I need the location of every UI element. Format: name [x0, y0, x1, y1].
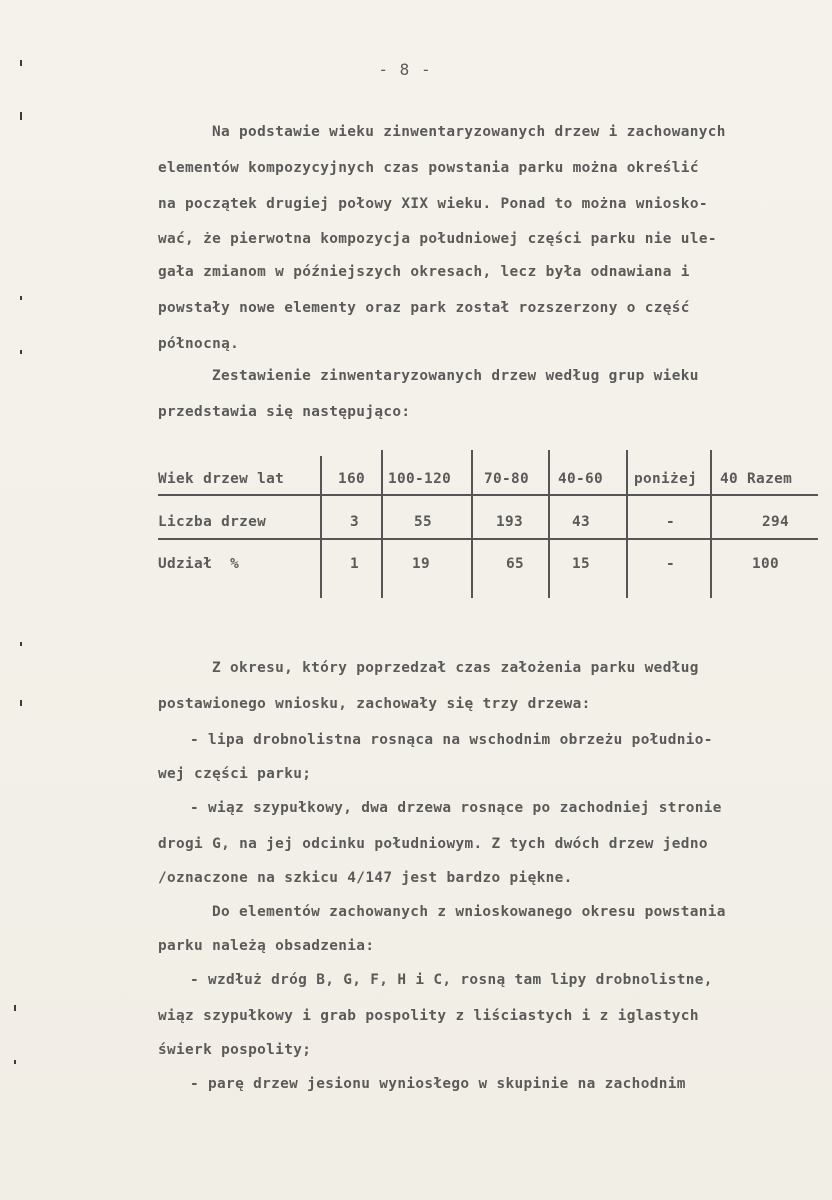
table-rule [710, 450, 712, 598]
margin-mark [20, 350, 22, 354]
table-cell: Udział % [158, 556, 240, 572]
table-header-cell: 100-120 [388, 471, 452, 487]
margin-mark [20, 642, 22, 646]
table-rule [471, 450, 473, 598]
table-cell: 193 [496, 514, 524, 530]
table-header-cell: 160 [338, 471, 366, 487]
table-cell: 65 [506, 556, 525, 572]
text-line: Do elementów zachowanych z wnioskowanego okresu powstania [212, 904, 726, 920]
table-header-cell: Wiek drzew lat [158, 471, 285, 487]
text-line: północną. [158, 336, 240, 352]
margin-mark [20, 112, 22, 120]
table-rule [158, 538, 818, 540]
age-groups-table [158, 450, 818, 600]
margin-mark [14, 1060, 16, 1064]
table-cell: 43 [572, 514, 591, 530]
text-line: wiąz szypułkowy i grab pospolity z liściastych i z iglastych [158, 1008, 699, 1024]
text-line: Zestawienie zinwentaryzowanych drzew według grup wieku [212, 368, 699, 384]
table-header-cell: poniżej [634, 471, 698, 487]
text-line: parku należą obsadzenia: [158, 938, 375, 954]
table-cell: 294 [762, 514, 790, 530]
text-line: - wiąz szypułkowy, dwa drzewa rosnące po zachodniej stronie [190, 800, 722, 816]
table-rule [320, 456, 322, 598]
table-cell: - [666, 514, 676, 530]
table-cell: 1 [350, 556, 360, 572]
table-rule [381, 450, 383, 598]
table-header-cell: 40 Razem [720, 471, 793, 487]
text-line: na początek drugiej połowy XIX wieku. Ponad to można wniosko- [158, 196, 708, 212]
margin-mark [20, 60, 22, 66]
margin-mark [20, 700, 22, 706]
text-line: wej części parku; [158, 766, 312, 782]
text-line: powstały nowe elementy oraz park został rozszerzony o część [158, 300, 690, 316]
margin-mark [20, 296, 22, 300]
text-line: Na podstawie wieku zinwentaryzowanych drzew i zachowanych [212, 124, 726, 140]
text-line: przedstawia się następująco: [158, 404, 411, 420]
table-cell: 15 [572, 556, 591, 572]
text-line: - lipa drobnolistna rosnąca na wschodnim obrzeżu południo- [190, 732, 713, 748]
table-header-cell: 70-80 [484, 471, 530, 487]
text-line: - wzdłuż dróg B, G, F, H i C, rosną tam lipy drobnolistne, [190, 972, 713, 988]
table-rule [626, 450, 628, 598]
text-line: Z okresu, który poprzedzał czas założenia parku według [212, 660, 699, 676]
margin-mark [14, 1005, 16, 1011]
text-line: - parę drzew jesionu wyniosłego w skupinie na zachodnim [190, 1076, 686, 1092]
table-cell: 55 [414, 514, 433, 530]
table-cell: 3 [350, 514, 360, 530]
text-line: drogi G, na jej odcinku południowym. Z tych dwóch drzew jedno [158, 836, 708, 852]
table-cell: - [666, 556, 676, 572]
text-line: postawionego wniosku, zachowały się trzy drzewa: [158, 696, 591, 712]
table-rule [548, 450, 550, 598]
text-line: świerk pospolity; [158, 1042, 312, 1058]
table-header-cell: 40-60 [558, 471, 604, 487]
table-cell: Liczba drzew [158, 514, 267, 530]
text-line: /oznaczone na szkicu 4/147 jest bardzo piękne. [158, 870, 573, 886]
page-number: - 8 - [378, 60, 432, 79]
table-cell: 100 [752, 556, 780, 572]
table-cell: 19 [412, 556, 431, 572]
text-line: gała zmianom w późniejszych okresach, lecz była odnawiana i [158, 264, 690, 280]
text-line: elementów kompozycyjnych czas powstania parku można określić [158, 160, 699, 176]
table-rule [158, 494, 818, 496]
text-line: wać, że pierwotna kompozycja południowej części parku nie ule- [158, 231, 717, 247]
